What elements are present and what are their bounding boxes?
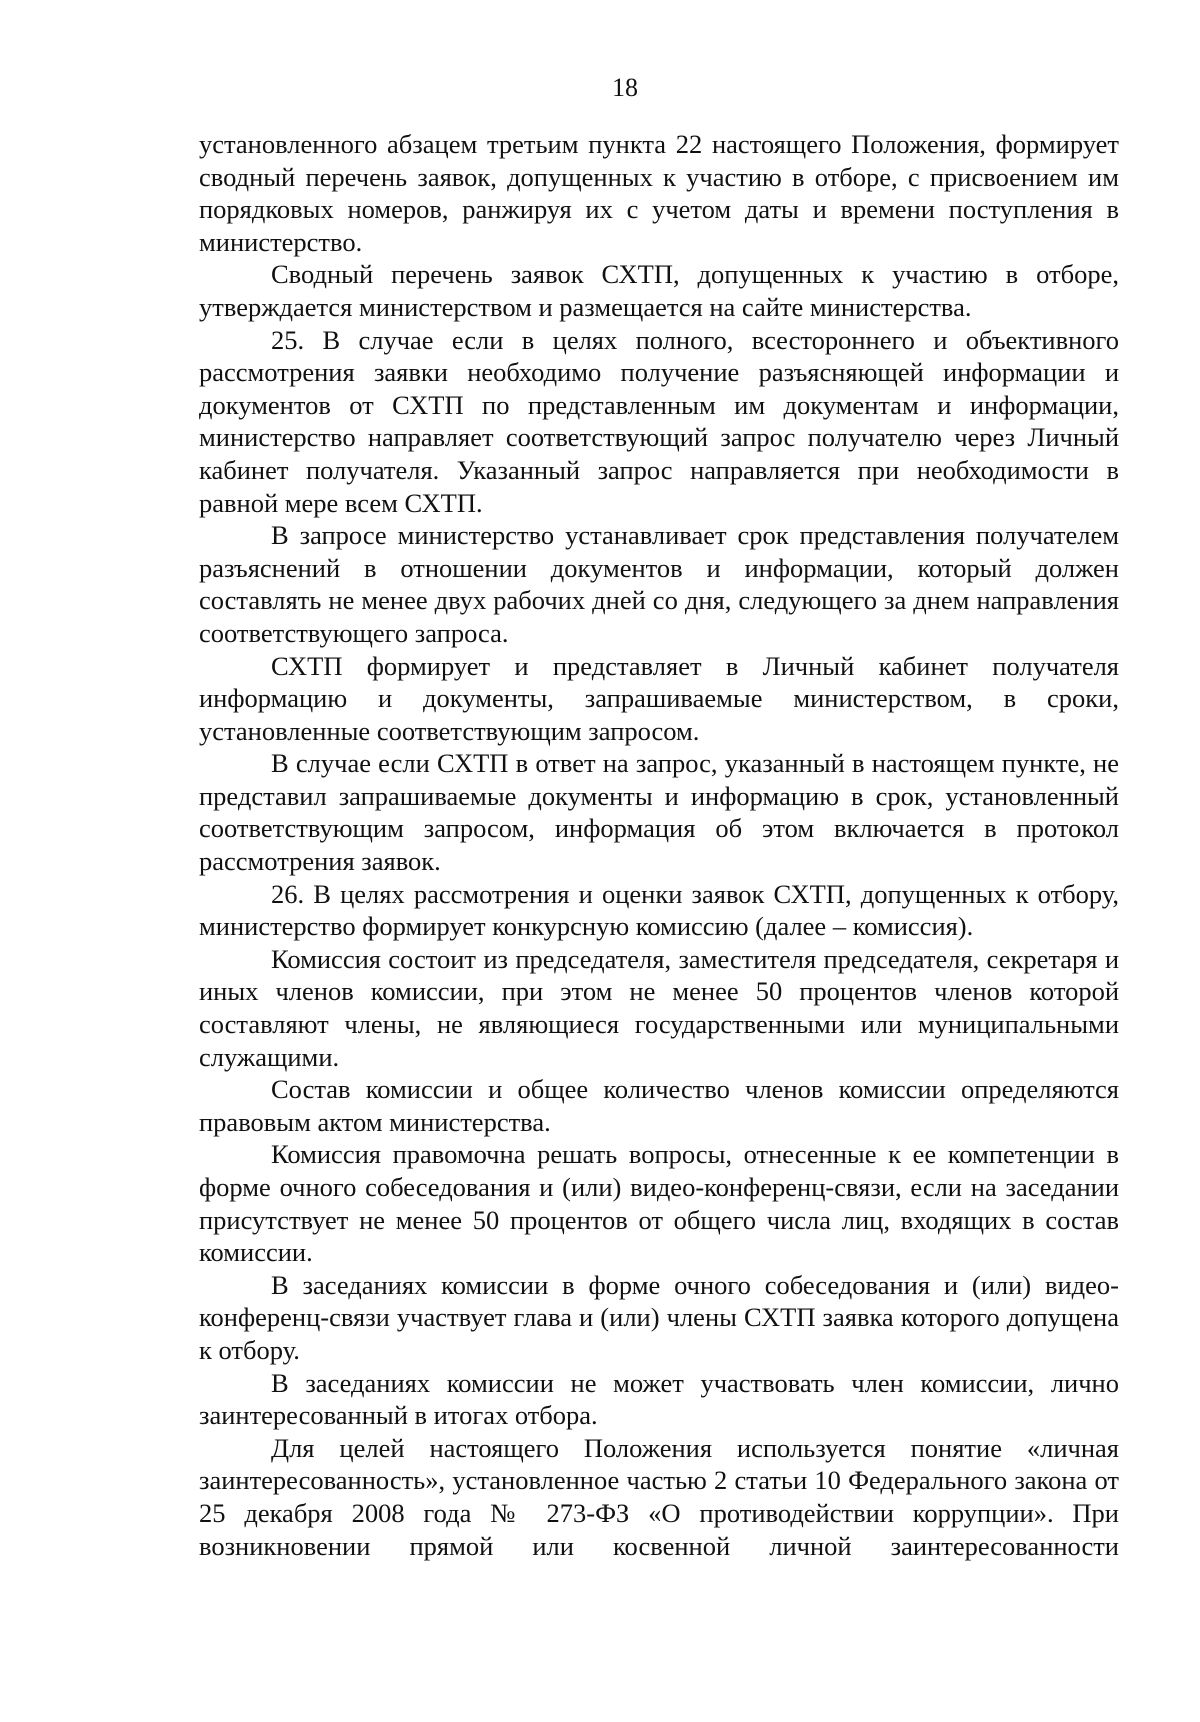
paragraph: В случае если СХТП в ответ на запрос, указанный в настоящем пункте, не представил запрашиваемые документы и информацию в срок, установленный соответствующим запросом, информация об этом включается в протокол рассмотрения заявок.	[199, 748, 1119, 877]
paragraph: Сводный перечень заявок СХТП, допущенных к участию в отборе, утверждается министерством и размещается на сайте министерства.	[199, 259, 1119, 322]
paragraph: Состав комиссии и общее количество членов комиссии определяются правовым актом министерства.	[199, 1074, 1119, 1137]
paragraph: В запросе министерство устанавливает срок представления получателем разъяснений в отношении документов и информации, который должен составлять не менее двух рабочих дней со дня, следующего за днем направления соответствующего запроса.	[199, 520, 1119, 648]
paragraph: Для целей настоящего Положения используется понятие «личная заинтересованность», установленное частью 2 статьи 10 Федерального закона от 25 декабря 2008 года № 273-ФЗ «О противодействии коррупции». При возникновении прямой или косвенной личной заинтересованности	[199, 1432, 1119, 1561]
paragraph: Комиссия правомочна решать вопросы, отнесенные к ее компетенции в форме очного собеседования и (или) видео-конференц-связи, если на заседании присутствует не менее 50 процентов от общего числа лиц, входящих в состав комиссии.	[199, 1139, 1119, 1268]
paragraph: 25. В случае если в целях полного, всестороннего и объективного рассмотрения заявки необходимо получение разъясняющей информации и документов от СХТП по представленным им документам и информации, министерство направляет соответствующий запрос получателю через Личный кабинет получателя. Указанный запрос направляется при необходимости в равной мере всем СХТП.	[199, 324, 1119, 518]
paragraph: В заседаниях комиссии в форме очного собеседования и (или) видео-конференц-связи участвует глава и (или) члены СХТП заявка которого допущена к отбору.	[199, 1269, 1119, 1365]
paragraph: СХТП формирует и представляет в Личный кабинет получателя информацию и документы, запрашиваемые министерством, в сроки, установленные соответствующим запросом.	[199, 650, 1119, 746]
document-body	[199, 128, 1119, 1562]
paragraph: В заседаниях комиссии не может участвовать член комиссии, лично заинтересованный в итогах отбора.	[199, 1367, 1119, 1431]
paragraph: 26. В целях рассмотрения и оценки заявок СХТП, допущенных к отбору, министерство формирует конкурсную комиссию (далее – комиссия).	[199, 878, 1119, 942]
paragraph: установленного абзацем третьим пункта 22 настоящего Положения, формирует сводный перечень заявок, допущенных к участию в отборе, с присвоением им порядковых номеров, ранжируя их с учетом даты и времени поступления в министерство.	[199, 129, 1119, 257]
paragraph: Комиссия состоит из председателя, заместителя председателя, секретаря и иных членов комиссии, при этом не менее 50 процентов членов которой составляют члены, не являющиеся государственными или муниципальными служащими.	[199, 943, 1119, 1072]
page-number: 18	[612, 73, 638, 102]
